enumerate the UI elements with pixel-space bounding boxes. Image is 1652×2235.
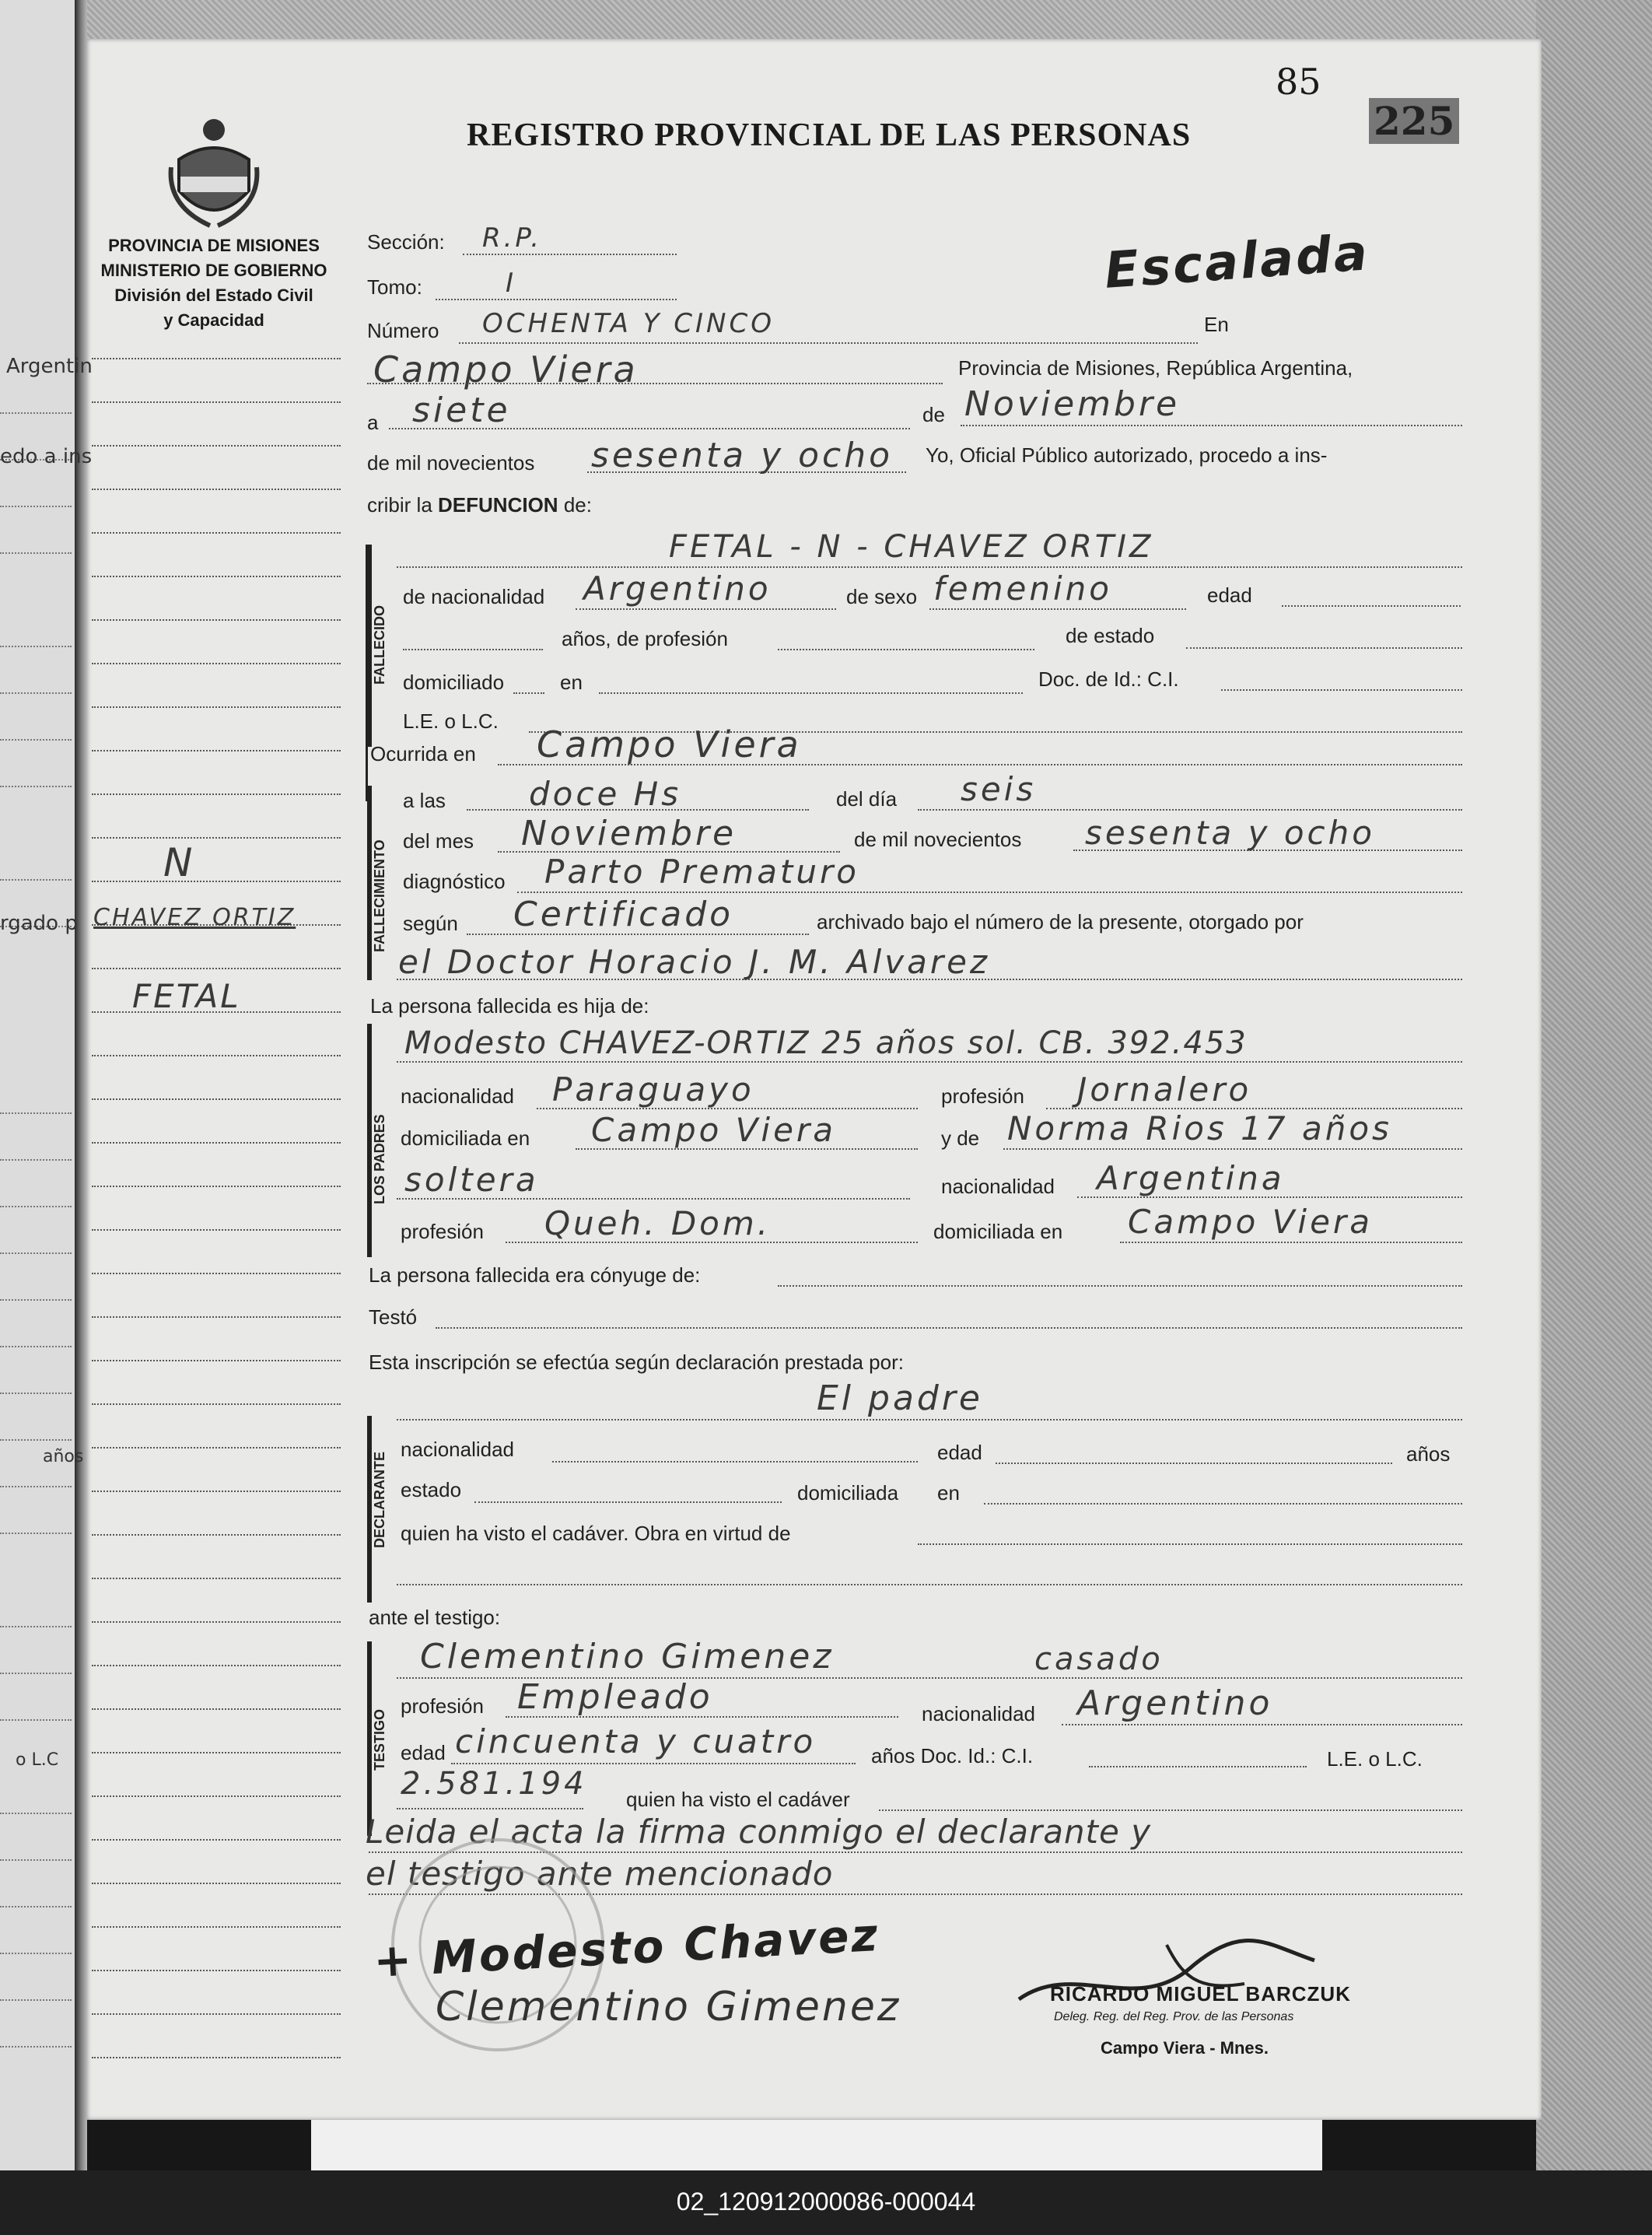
- margin-rules: [87, 327, 340, 2093]
- value-dia-fall: seis: [961, 770, 1037, 808]
- margin-rule: [92, 1708, 341, 1710]
- side-label-declarante: DECLARANTE: [372, 1452, 387, 1548]
- label-edad-testigo: edad: [401, 1741, 446, 1764]
- label-archivado: archivado bajo el número de la presente, otorgado por: [817, 910, 1304, 934]
- value-dia: siete: [412, 391, 511, 430]
- value-sexo: femenino: [933, 569, 1112, 608]
- side-label-fallecido: FALLECIDO: [372, 605, 387, 685]
- margin-rule: [92, 401, 341, 403]
- label-en-declarante: en: [937, 1481, 960, 1505]
- label-nacionalidad-declarante: nacionalidad: [401, 1438, 515, 1461]
- label-doc-fallecido: Doc. de Id.: C.I.: [1038, 667, 1179, 691]
- margin-rule: [92, 1839, 341, 1841]
- margin-rule: [92, 663, 341, 664]
- side-label-testigo: TESTIGO: [372, 1708, 387, 1771]
- value-nombre: FETAL - N - CHAVEZ ORTIZ: [669, 529, 1154, 565]
- label-ante-testigo: ante el testigo:: [369, 1606, 501, 1629]
- label-del-mes: del mes: [403, 829, 474, 853]
- label-testo: Testó: [369, 1305, 418, 1329]
- side-label-padres: LOS PADRES: [372, 1114, 387, 1204]
- value-ocurrida: Campo Viera: [537, 723, 802, 765]
- stamped-number: 225: [1369, 98, 1459, 144]
- label-de: de: [922, 403, 945, 426]
- value-padre-nac: Paraguayo: [552, 1070, 754, 1109]
- label-y-de: y de: [941, 1126, 980, 1150]
- label-del-dia: del día: [836, 787, 898, 811]
- label-domiciliada-padre: domiciliada en: [401, 1126, 530, 1150]
- stamp-line3: Campo Viera - Mnes.: [1101, 2038, 1269, 2058]
- margin-rule: [92, 1447, 341, 1449]
- margin-rule: [92, 1098, 341, 1100]
- label-estado-declarante: estado: [401, 1478, 462, 1501]
- margin-rule: [92, 1534, 341, 1536]
- label-a-las: a las: [403, 789, 446, 812]
- stamp-name: RICARDO MIGUEL BARCZUK: [1050, 1982, 1351, 2006]
- left-fragment-5: o L.C: [16, 1750, 59, 1770]
- margin-rule: [92, 1186, 341, 1187]
- margin-rule: [92, 1578, 341, 1579]
- label-nacionalidad-padre: nacionalidad: [401, 1084, 515, 1108]
- label-segun: según: [403, 912, 458, 935]
- value-padre: Modesto CHAVEZ-ORTIZ 25 años sol. CB. 392.453: [404, 1025, 1248, 1061]
- label-inscripcion: Esta inscripción se efectúa según declaración prestada por:: [369, 1350, 904, 1374]
- signature-declarante: + Modesto Chavez: [372, 1908, 881, 1988]
- value-madre-dom: Campo Viera: [1128, 1203, 1373, 1241]
- value-anio-fall: sesenta y ocho: [1085, 814, 1375, 852]
- division-line: División del Estado Civil: [114, 286, 313, 305]
- margin-rule: [92, 1795, 341, 1797]
- margin-rule: [92, 619, 341, 621]
- side-label-fallecimiento: FALLECIMIENTO: [372, 839, 387, 952]
- label-cribir-text: cribir la: [367, 493, 432, 517]
- value-testigo-nac: Argentino: [1077, 1683, 1273, 1723]
- label-le-lc-testigo: L.E. o L.C.: [1327, 1747, 1423, 1771]
- value-madre: Norma Rios 17 años: [1007, 1109, 1392, 1147]
- value-testigo-edad: cincuenta y cuatro: [455, 1722, 817, 1760]
- value-segun: Certificado: [513, 895, 734, 934]
- label-oficial: Yo, Oficial Público autorizado, procedo a ins-: [926, 443, 1328, 467]
- label-numero: Número: [367, 319, 439, 342]
- left-fragment-3: rgado p: [0, 912, 78, 935]
- label-edad-declarante: edad: [937, 1441, 982, 1464]
- margin-rule: [92, 1926, 341, 1928]
- label-estado-fallecido: de estado: [1066, 624, 1155, 647]
- left-fragment-1: Argentin: [6, 355, 93, 378]
- label-en: En: [1204, 313, 1229, 336]
- value-lugar: Campo Viera: [373, 349, 639, 391]
- label-profesion-padre: profesión: [941, 1084, 1024, 1108]
- margin-rule: [92, 1752, 341, 1753]
- label-domiciliada-madre: domiciliada en: [933, 1220, 1063, 1243]
- margin-rule: [92, 706, 341, 708]
- label-quien-visto-testigo: quien ha visto el cadáver: [626, 1788, 850, 1811]
- margin-rule: [92, 1142, 341, 1144]
- value-cierre-2: el testigo ante mencionado: [366, 1855, 834, 1893]
- value-hora: doce Hs: [529, 775, 682, 813]
- label-defuncion: DEFUNCION: [438, 493, 558, 517]
- label-seccion: Sección:: [367, 230, 445, 254]
- value-diagnostico: Parto Prematuro: [544, 853, 859, 891]
- label-hija-de: La persona fallecida es hija de:: [370, 994, 649, 1018]
- margin-rule: [92, 358, 341, 359]
- left-fragment-4: años: [43, 1447, 84, 1466]
- margin-rule: [92, 489, 341, 490]
- margin-rule: [92, 1273, 341, 1274]
- margin-rule: [92, 1970, 341, 1971]
- value-declarante: El padre: [817, 1378, 983, 1418]
- value-mes: Noviembre: [964, 384, 1181, 424]
- stamp-line2: Deleg. Reg. del Reg. Prov. de las Personas: [1054, 2010, 1294, 2023]
- margin-rule: [92, 837, 341, 839]
- signature-testigo: Clementino Gimenez: [436, 1984, 901, 2030]
- file-id: 02_120912000086-000044: [676, 2188, 976, 2216]
- label-sexo: de sexo: [846, 585, 918, 608]
- signature-official-icon: [1011, 1929, 1322, 2023]
- ministry-line: MINISTERIO DE GOBIERNO: [100, 261, 327, 280]
- value-padre-prof: Jornalero: [1077, 1070, 1252, 1109]
- value-numero: OCHENTA Y CINCO: [482, 308, 775, 339]
- coat-of-arms-icon: [163, 113, 264, 229]
- label-domiciliado: domiciliado: [403, 671, 505, 694]
- label-le-lc-fallecido: L.E. o L.C.: [403, 709, 499, 733]
- margin-rule: [92, 1491, 341, 1492]
- value-testigo-estado: casado: [1034, 1641, 1164, 1677]
- province-line: PROVINCIA DE MISIONES: [108, 236, 320, 255]
- label-provincia: Provincia de Misiones, República Argentina,: [958, 356, 1353, 380]
- label-edad-fallecido: edad: [1207, 583, 1252, 607]
- left-fragment-2: edo a ins: [0, 445, 93, 468]
- label-de-mil-fall: de mil novecientos: [854, 828, 1022, 851]
- margin-rule: [92, 1360, 341, 1361]
- bottom-sheet: [311, 2120, 1322, 2170]
- margin-rule: [92, 2013, 341, 2015]
- margin-rule: [92, 1055, 341, 1056]
- label-nacionalidad-testigo: nacionalidad: [922, 1702, 1036, 1725]
- margin-rule: [92, 793, 341, 795]
- label-anios-declarante: años: [1406, 1442, 1451, 1466]
- page-title: REGISTRO PROVINCIAL DE LAS PERSONAS: [467, 117, 1192, 153]
- margin-rule: [92, 1229, 341, 1231]
- margin-rule: [92, 1403, 341, 1405]
- value-nacionalidad-fallecido: Argentino: [583, 569, 772, 608]
- margin-note-n: N: [163, 840, 195, 885]
- value-doctor: el Doctor Horacio J. M. Alvarez: [398, 943, 991, 981]
- label-de-colon: de:: [563, 493, 592, 517]
- page-number: 85: [1276, 61, 1321, 103]
- label-nacionalidad-fallecido: de nacionalidad: [403, 585, 545, 608]
- margin-rule: [92, 445, 341, 447]
- value-anio: sesenta y ocho: [591, 436, 894, 475]
- label-quien-visto: quien ha visto el cadáver. Obra en virtud de: [401, 1522, 791, 1545]
- margin-rule: [92, 2057, 341, 2058]
- margin-rule: [92, 576, 341, 577]
- value-testigo-doc: 2.581.194: [401, 1766, 587, 1802]
- value-testigo-prof: Empleado: [517, 1677, 713, 1717]
- label-conyuge: La persona fallecida era cónyuge de:: [369, 1263, 701, 1287]
- value-padre-dom: Campo Viera: [591, 1111, 836, 1149]
- book-binding-top: [78, 0, 1652, 39]
- margin-rule: [92, 881, 341, 882]
- margin-rule: [92, 1316, 341, 1318]
- label-a: a: [367, 411, 379, 434]
- value-mes-fall: Noviembre: [521, 814, 737, 853]
- label-profesion-madre: profesión: [401, 1220, 484, 1243]
- label-tomo: Tomo:: [367, 275, 422, 299]
- book-binding-right: [1536, 0, 1652, 2170]
- value-seccion: R.P.: [482, 222, 543, 254]
- label-cribir: [367, 493, 592, 517]
- margin-rule: [92, 968, 341, 969]
- label-anios-prof: años, de profesión: [562, 627, 728, 650]
- margin-rule: [92, 1665, 341, 1666]
- value-cierre-1: Leida el acta la firma conmigo el declarante y: [366, 1813, 1152, 1851]
- label-de-mil: de mil novecientos: [367, 451, 535, 475]
- signature-top: Escalada: [1102, 224, 1372, 300]
- margin-rule: [92, 1621, 341, 1623]
- margin-rule: [92, 1883, 341, 1884]
- value-madre-prof: Queh. Dom.: [544, 1204, 772, 1242]
- label-profesion-testigo: profesión: [401, 1694, 484, 1718]
- label-nacionalidad-madre: nacionalidad: [941, 1175, 1055, 1198]
- margin-rule: [92, 532, 341, 534]
- value-madre-estado: soltera: [404, 1161, 539, 1199]
- label-ocurrida: Ocurrida en: [370, 742, 476, 765]
- capacity-line: y Capacidad: [163, 310, 264, 330]
- margin-note-name: CHAVEZ ORTIZ: [93, 904, 296, 931]
- margin-note-fetal: FETAL: [132, 977, 241, 1015]
- value-madre-nac: Argentina: [1097, 1159, 1285, 1197]
- label-domiciliada-declarante: domiciliada: [797, 1481, 899, 1505]
- value-tomo: I: [506, 268, 517, 299]
- label-anios-doc: años Doc. Id.: C.I.: [871, 1744, 1034, 1767]
- label-diagnostico: diagnóstico: [403, 870, 506, 893]
- label-en-domicilio: en: [560, 671, 583, 694]
- left-page-strip: [0, 0, 77, 2170]
- margin-rule: [92, 750, 341, 751]
- value-testigo: Clementino Gimenez: [420, 1637, 835, 1676]
